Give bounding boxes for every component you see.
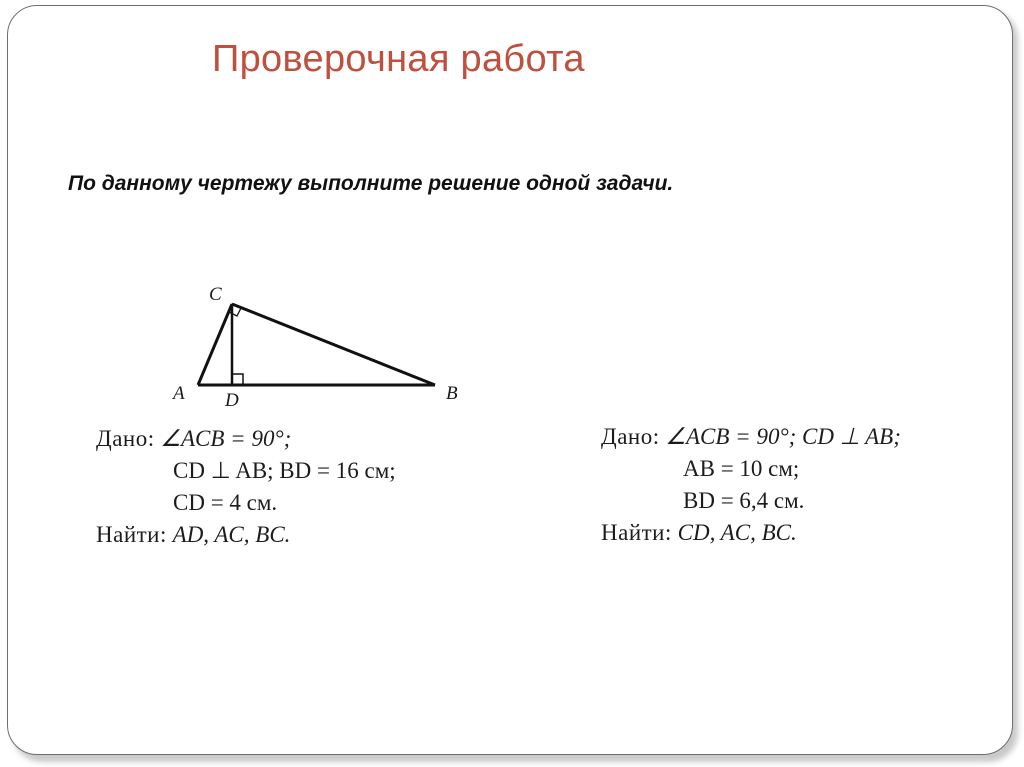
instruction-text: По данному чертежу выполните решение одной задачи. <box>68 172 674 195</box>
task-1-given-label: Дано: <box>96 426 155 451</box>
task-2-given-label: Дано: <box>601 424 660 449</box>
task-1-given-line-3: CD = 4 см. <box>173 490 278 515</box>
slide-title: Проверочная работа <box>212 38 585 80</box>
right-angle-d-marker <box>232 374 243 385</box>
task-1-given-line-2: CD ⊥ AB; BD = 16 см; <box>173 458 396 483</box>
side-ac <box>198 304 232 385</box>
task-1-find-row <box>96 519 396 551</box>
task-1 <box>96 423 396 551</box>
task-2-given-row <box>601 421 901 453</box>
slide-frame <box>7 5 1013 755</box>
triangle-figure <box>165 278 475 413</box>
task-2 <box>601 421 901 549</box>
point-label-d: D <box>225 390 239 411</box>
task-2-find-row <box>601 517 901 549</box>
task-1-find-value: AD, AC, BC. <box>172 522 291 547</box>
task-2-find-label: Найти: <box>601 520 672 545</box>
task-2-given-line-3: BD = 6,4 см. <box>683 488 805 513</box>
point-label-b: B <box>446 383 458 404</box>
task-1-given-line-1: ∠ACB = 90°; <box>160 426 292 451</box>
task-2-given-line-1: ∠ACB = 90°; CD ⊥ AB; <box>665 424 901 449</box>
task-2-given-line-2: AB = 10 см; <box>683 456 800 481</box>
side-bc <box>232 304 435 385</box>
point-label-a: A <box>173 383 185 404</box>
point-label-c: C <box>209 284 222 305</box>
task-2-find-value: CD, AC, BC. <box>677 520 797 545</box>
task-1-given-row <box>96 423 396 455</box>
task-1-find-label: Найти: <box>96 522 167 547</box>
